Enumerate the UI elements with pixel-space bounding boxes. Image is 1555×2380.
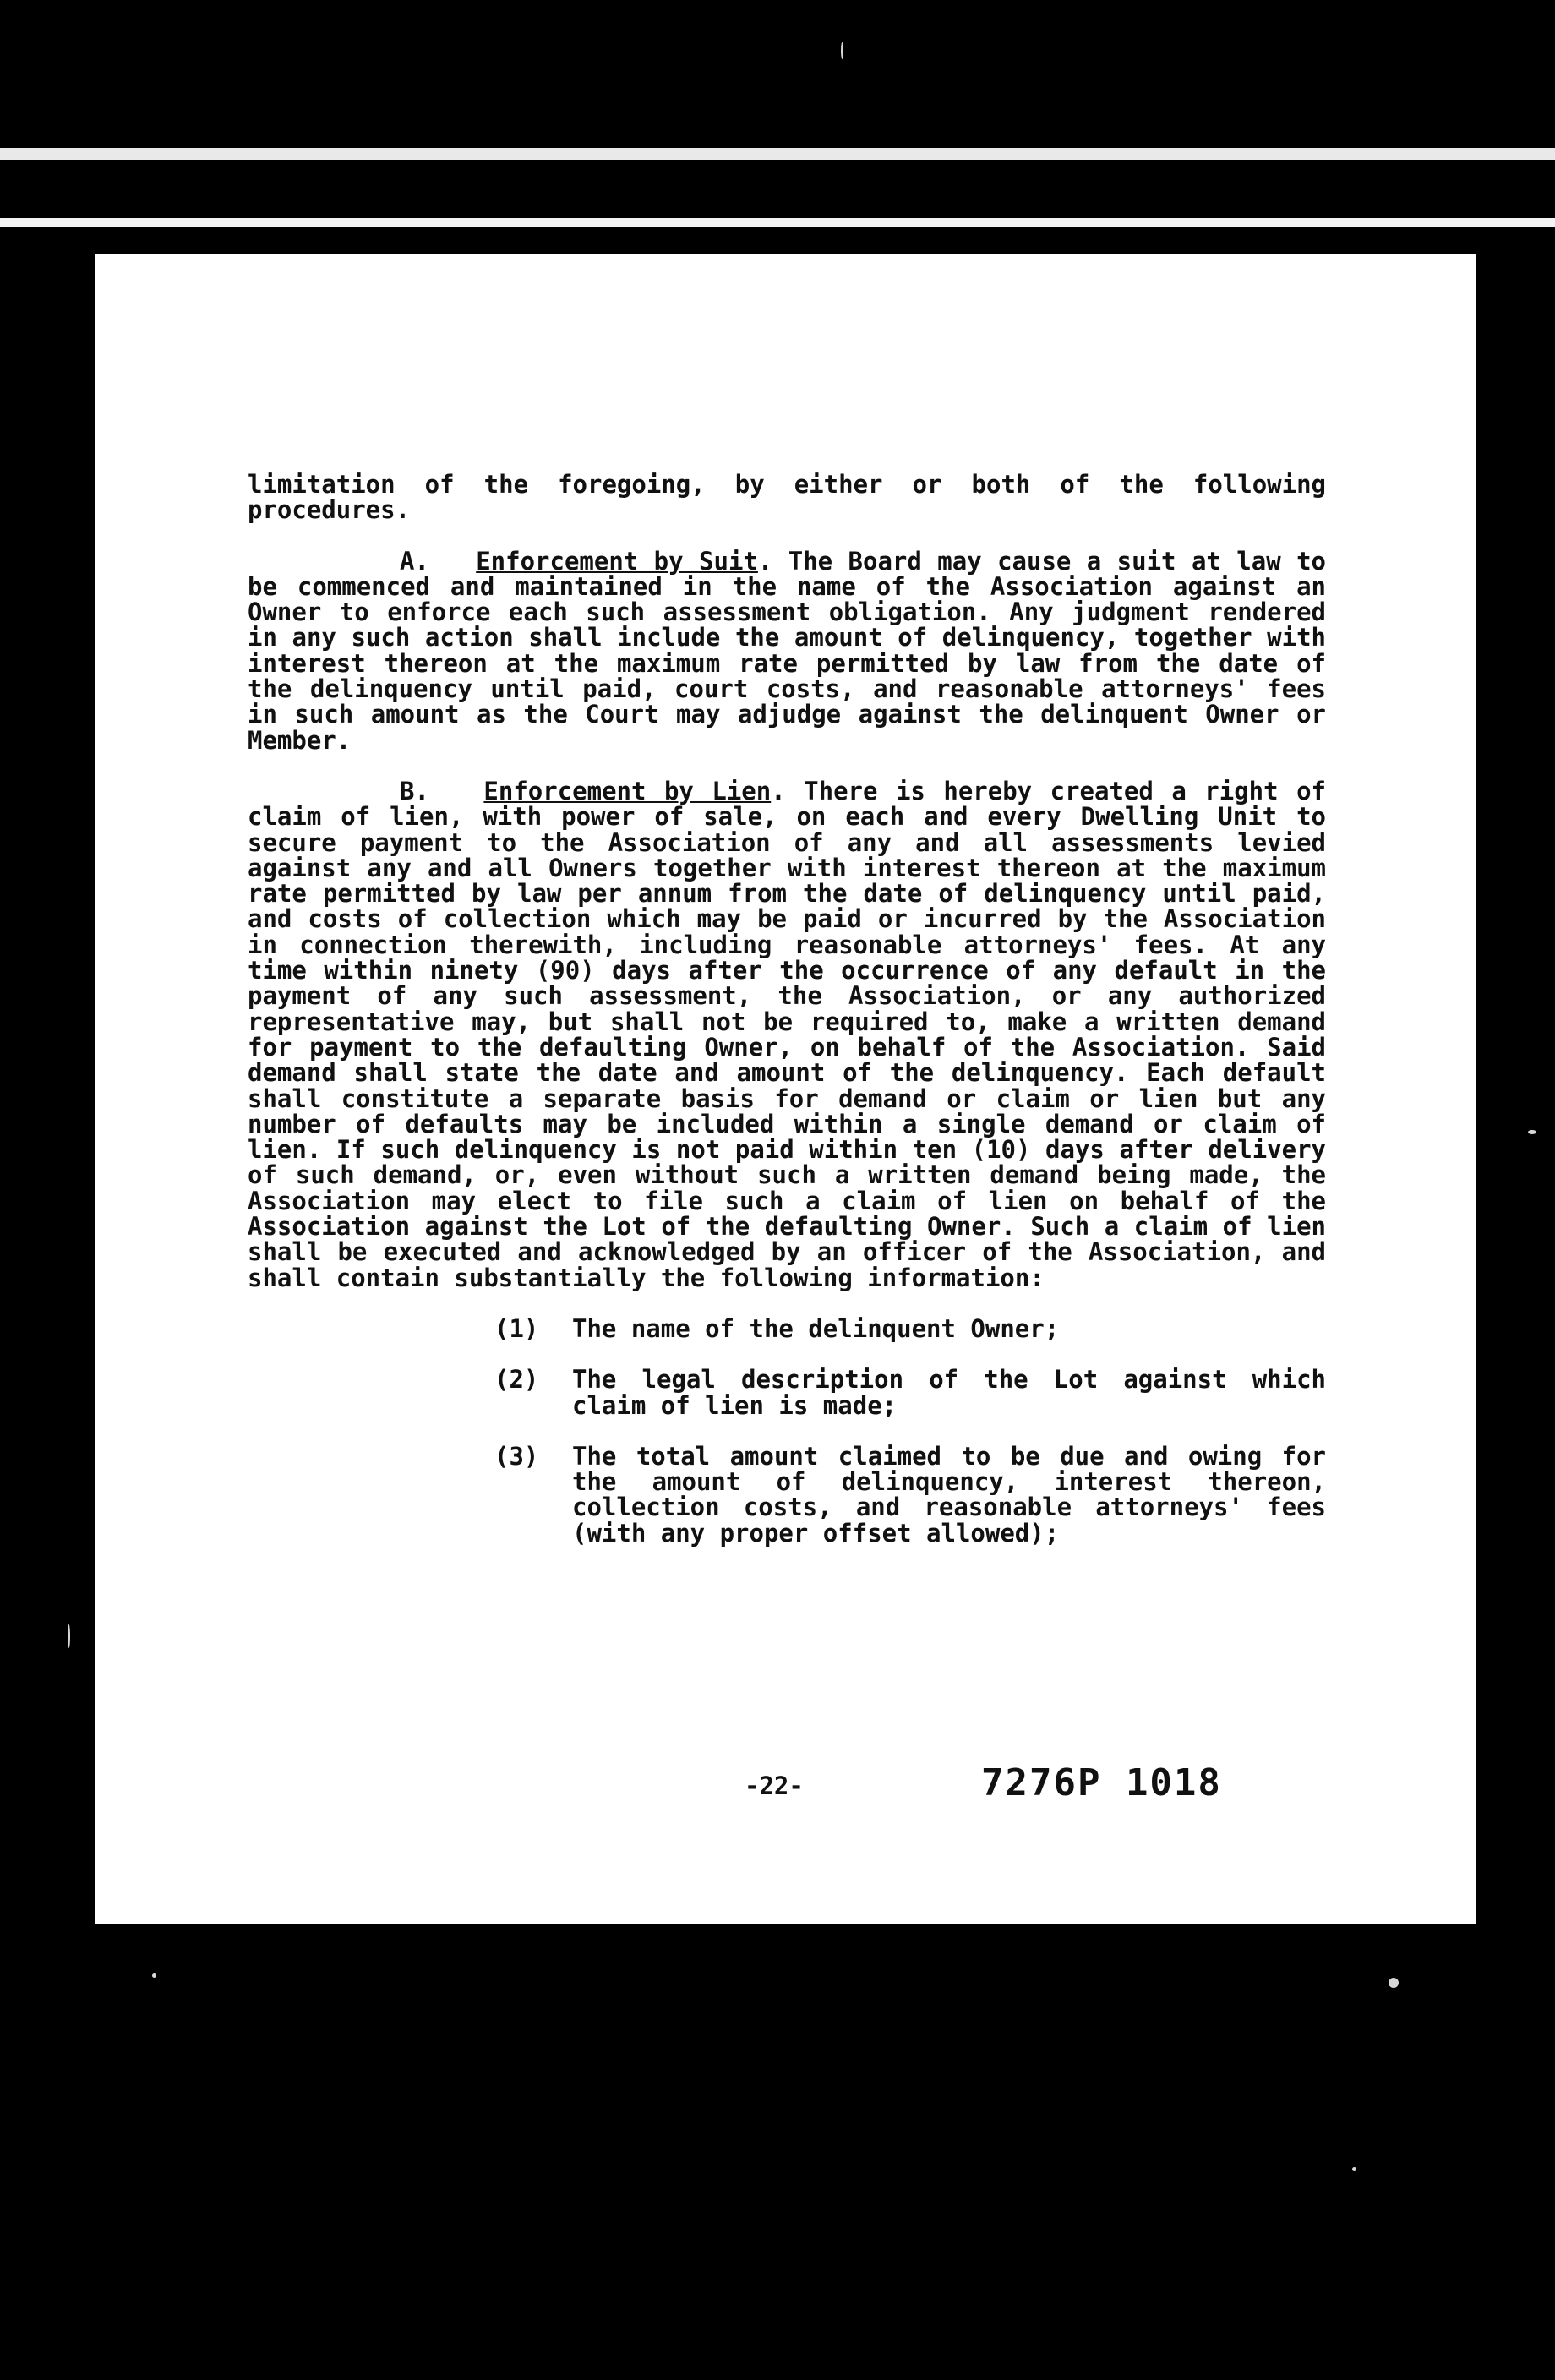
list-item-text: The total amount claimed to be due and owing for the amount of delinquency, interest thereon, collection costs, and reasonable attorneys' fees (with any proper offset allowed);: [572, 1441, 1326, 1548]
scan-speck: [841, 42, 843, 59]
document-body: [248, 472, 1326, 1571]
section-b-heading: Enforcement by Lien: [483, 776, 772, 805]
list-item-number: (1): [494, 1313, 539, 1343]
section-a-heading: Enforcement by Suit: [476, 546, 758, 576]
section-a-text: . The Board may cause a suit at law to be commenced and maintained in the name of the Association against an Owner to enforce each such assessment obligation. Any judgment rendered in any such action shall include the amount of delinquency, together with interest thereon at the maximum rate permitted by law from the date of the delinquency until paid, court costs, and reasonable attorneys' fees in such amount as the Court may adjudge against the delinquent Owner or Member.: [248, 546, 1327, 755]
page-footer: [95, 1761, 1476, 1812]
section-a-paragraph: [248, 546, 1327, 755]
list-item-text: The legal description of the Lot against which claim of lien is made;: [572, 1365, 1326, 1420]
list-item-number: (3): [494, 1441, 539, 1471]
page-number: -22-: [745, 1771, 804, 1800]
list-item: [248, 1441, 1326, 1548]
scan-speck: [68, 1624, 70, 1648]
scan-speck: [1528, 1130, 1536, 1134]
document-page: [95, 254, 1476, 1924]
scan-edge-band-lower: [0, 218, 1555, 227]
section-b-label: B.: [400, 776, 429, 805]
section-b-paragraph: [248, 778, 1326, 1291]
section-a-label: A.: [400, 546, 429, 576]
intro-paragraph: limitation of the foregoing, by either or both of the following procedures.: [248, 470, 1326, 525]
list-item-number: (2): [494, 1365, 539, 1395]
scan-speck: [152, 1973, 156, 1978]
scan-edge-band: [0, 148, 1555, 160]
scan-speck: [1352, 2167, 1356, 2171]
list-item: [248, 1367, 1326, 1418]
list-item-text: The name of the delinquent Owner;: [572, 1313, 1060, 1343]
book-page-stamp: 7276P 1018: [981, 1761, 1222, 1804]
scan-speck: [1389, 1978, 1399, 1988]
list-item: [248, 1313, 1326, 1343]
section-b-text: . There is hereby created a right of claim of lien, with power of sale, on each and every Dwelling Unit to secure payment to the Association of any and all assessments levied against any and all Owners together with interest thereon at the maximum rate permitted by law per annum from the date of delinquency until paid, and costs of collection which may be paid or incurred by the Association in connection therewith, including reasonable attorneys' fees. At any time within ninety (90) days after the occurrence of any default in the payment of any such assessment, the Association, or any authorized representative may, but shall not be required to, make a written demand for payment to the defaulting Owner, on behalf of the Association. Said demand shall state the date and amount of the delinquency. Each default shall constitute a separate basis for demand or claim or lien but any number of defaults may be included within a single demand or claim of lien. If such delinquency is not paid within ten (10) days after delivery of such demand, or, even without such a written demand being made, the Association may elect to file such a claim of lien on behalf of the Association against the Lot of the defaulting Owner. Such a claim of lien shall be executed and acknowledged by an officer of the Association, and shall contain substantially the following information:: [248, 776, 1326, 1292]
